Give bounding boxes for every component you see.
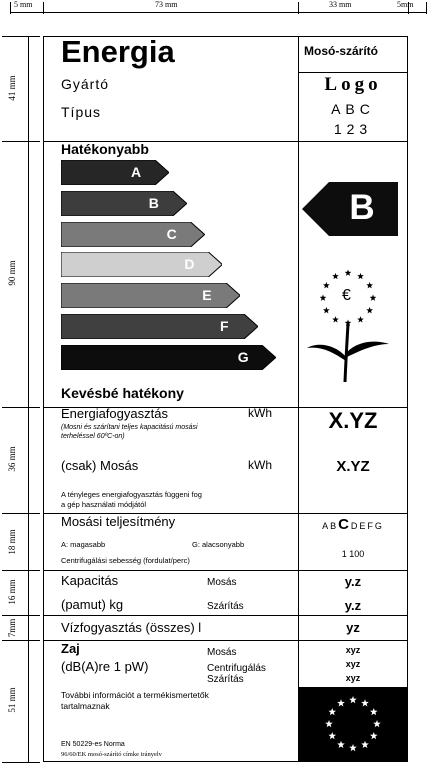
dim-tick	[2, 407, 40, 408]
noise-wash-label: Mosás	[207, 647, 237, 658]
info-text-1: További információt a termékismertetők	[61, 690, 209, 700]
energy-note-1: (Mosni és szárítani teljes kapacitású mosási	[61, 424, 198, 431]
efficiency-bar-label: A	[131, 164, 142, 180]
energy-disclaimer-1: A tényleges energiafogyasztás függeni fog	[61, 490, 202, 499]
performance-classes-before: AB	[322, 521, 339, 531]
directive-text: 96/60/EK mosó-szárító címke irányelv	[61, 751, 162, 758]
norm-text: EN 50229-es Norma	[61, 741, 125, 748]
rating-letter: B	[349, 188, 375, 227]
dim-top-4: 5mm	[397, 0, 414, 9]
efficiency-bar-label: G	[237, 348, 249, 365]
eu-flag-icon	[299, 687, 407, 761]
logo-box-top	[298, 72, 408, 73]
model-line-1: ABC	[331, 101, 375, 117]
dim-tick	[2, 570, 40, 571]
dim-line-left	[28, 36, 29, 762]
efficiency-bar-label: B	[148, 194, 159, 211]
appliance-type: Mosó-szárító	[304, 44, 379, 58]
performance-class-scale	[298, 516, 408, 533]
efficiency-bar-f	[61, 314, 258, 339]
capacity-dry-label: Szárítás	[207, 601, 244, 612]
efficiency-bar-d	[61, 252, 222, 277]
performance-g-label: G: alacsonyabb	[192, 540, 245, 549]
ecolabel-letter: €	[342, 287, 351, 304]
dim-top-3: 33 mm	[329, 0, 352, 9]
capacity-wash-value: y.z	[344, 574, 362, 589]
dim-tick	[2, 36, 40, 37]
efficiency-bar-g	[61, 345, 276, 370]
manufacturer-label: Gyártó	[61, 76, 110, 92]
performance-class-selected: C	[338, 516, 351, 533]
efficiency-bar-e	[61, 283, 240, 308]
efficiency-bar-c	[61, 222, 205, 247]
water-value: yz	[346, 620, 360, 635]
dim-left-3: 36 mm	[7, 446, 17, 472]
dim-left-1: 41 mm	[7, 75, 17, 101]
noise-dry-value: xyz	[345, 673, 361, 683]
dim-left-2: 90 mm	[7, 260, 17, 286]
water-label: Vízfogyasztás (összes) l	[61, 620, 202, 635]
capacity-dry-value: y.z	[344, 598, 362, 613]
noise-unit-label: (dB(A)re 1 pW)	[61, 659, 149, 674]
dim-left-6: 7mm	[7, 618, 17, 638]
dim-left-5: 16 mm	[7, 579, 17, 605]
efficiency-bar-a	[61, 160, 169, 185]
efficiency-bar-b	[61, 191, 187, 216]
capacity-label: Kapacitás	[61, 573, 119, 588]
performance-a-label: A: magasabb	[61, 540, 106, 549]
section-divider	[43, 640, 408, 641]
energy-note-2: terheléssel 60ºC-on)	[61, 433, 125, 440]
section-divider	[43, 570, 408, 571]
efficiency-bar-label: D	[184, 256, 195, 273]
dim-left-7: 51 mm	[7, 687, 17, 713]
scale-bottom-label: Kevésbé hatékony	[61, 385, 184, 401]
wash-only-value: X.YZ	[336, 458, 370, 475]
ecolabel-flower-icon	[303, 262, 393, 392]
dim-tick	[2, 513, 40, 514]
type-label: Típus	[61, 104, 102, 120]
label-title: Energia	[61, 34, 175, 69]
brand-logo: Logo	[324, 74, 382, 95]
noise-spin-value: xyz	[345, 659, 361, 669]
dim-tick	[426, 2, 427, 14]
capacity-label-2: (pamut) kg	[61, 597, 124, 612]
energy-unit: kWh	[248, 406, 272, 420]
info-text-2: tartalmaznak	[61, 701, 110, 711]
dim-line	[10, 12, 426, 13]
energy-label: Energiafogyasztás	[61, 406, 168, 421]
section-divider	[43, 615, 408, 616]
capacity-wash-label: Mosás	[207, 577, 237, 588]
noise-dry-label: Szárítás	[207, 674, 244, 685]
noise-wash-value: xyz	[345, 645, 361, 655]
efficiency-bar-label: C	[166, 225, 177, 242]
noise-spin-label: Centrifugálás	[207, 663, 266, 674]
rating-arrow	[302, 182, 398, 236]
efficiency-bar-label: F	[220, 318, 229, 334]
dim-top-2: 73 mm	[155, 0, 178, 9]
spin-speed-label: Centrifugálási sebesség (fordulat/perc)	[61, 556, 190, 565]
performance-label: Mosási teljesítmény	[61, 514, 176, 529]
spin-speed-value: 1 100	[341, 549, 365, 559]
scale-top-label: Hatékonyabb	[61, 141, 149, 157]
dim-tick	[2, 762, 40, 763]
energy-value: X.YZ	[328, 408, 378, 433]
wash-only-label: (csak) Mosás	[61, 458, 139, 473]
dim-top-1: 5 mm	[14, 0, 33, 9]
model-line-2: 123	[333, 121, 373, 137]
performance-classes-after: DEFG	[350, 521, 384, 531]
energy-disclaimer-2: a gép használati módjától	[61, 500, 147, 509]
dim-left-4: 18 mm	[7, 529, 17, 555]
noise-label: Zaj	[61, 641, 80, 656]
wash-only-unit: kWh	[248, 458, 272, 472]
dim-tick	[2, 141, 40, 142]
efficiency-bar-label: E	[202, 287, 212, 304]
